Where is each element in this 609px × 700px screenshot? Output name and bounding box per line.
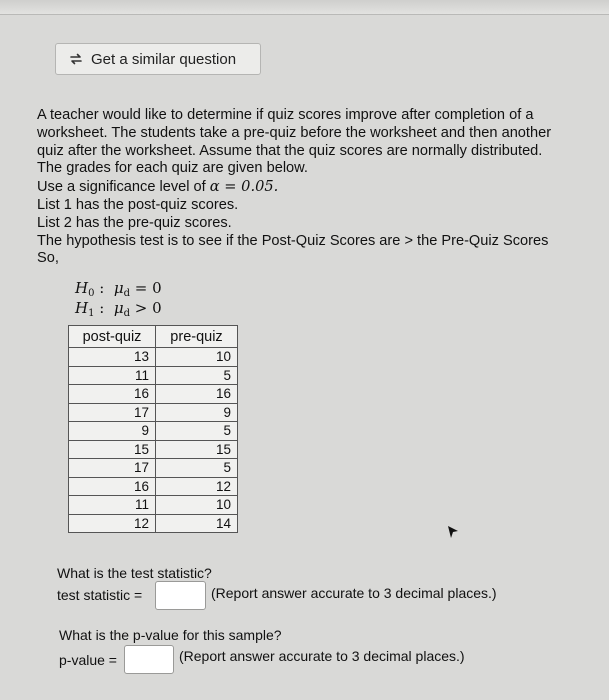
table-row: 12 14 [69,514,238,533]
column-header: pre-quiz [156,326,238,348]
table-row: 16 12 [69,477,238,496]
browser-top-bar [0,0,609,15]
table-row: 11 5 [69,366,238,385]
button-label: Get a similar question [91,50,237,68]
mouse-pointer-icon [447,525,459,539]
test-statistic-prompt: What is the test statistic? [57,565,212,581]
question-text: A teacher would like to determine if quiz scores improve after completion of a worksheet. The students take a pre-quiz before the worksheet and then another quiz after the worksheet. Assume that the quiz scores are normally distributed. The grades for each quiz are given below. Use a significance level of α = 0.05. List 1 has the post-quiz scores. List 2 has the pre-quiz scores. The hypothesis test is to see if the Post-Quiz Scores are > the Pre-Quiz Scores So, [37,107,552,267]
table-row: 11 10 [69,496,238,515]
table-row: 9 5 [69,422,238,441]
alternative-hypothesis: $H_1$ : $\mu_d > 0$ [75,299,162,319]
refresh-icon [68,51,84,67]
table-row: 16 16 [69,385,238,404]
test-statistic-hint: (Report answer accurate to 3 decimal places.) [211,585,497,601]
p-value-hint: (Report answer accurate to 3 decimal places.) [179,648,465,664]
table-row: 17 5 [69,459,238,478]
p-value-label: p-value = [59,652,117,668]
table-row: 17 9 [69,403,238,422]
table-row: 13 10 [69,348,238,367]
get-similar-question-button[interactable] [55,43,261,75]
table-row: 15 15 [69,440,238,459]
null-hypothesis: $H_0$ : $\mu_d = 0$ [75,279,162,299]
quiz-scores-table [68,325,238,533]
p-value-prompt: What is the p-value for this sample? [59,627,282,643]
test-statistic-input[interactable] [155,581,206,610]
p-value-input[interactable] [124,645,174,674]
test-statistic-label: test statistic = [57,587,143,603]
column-header: post-quiz [69,326,156,348]
alpha-value: α = 0.05. [209,178,279,196]
